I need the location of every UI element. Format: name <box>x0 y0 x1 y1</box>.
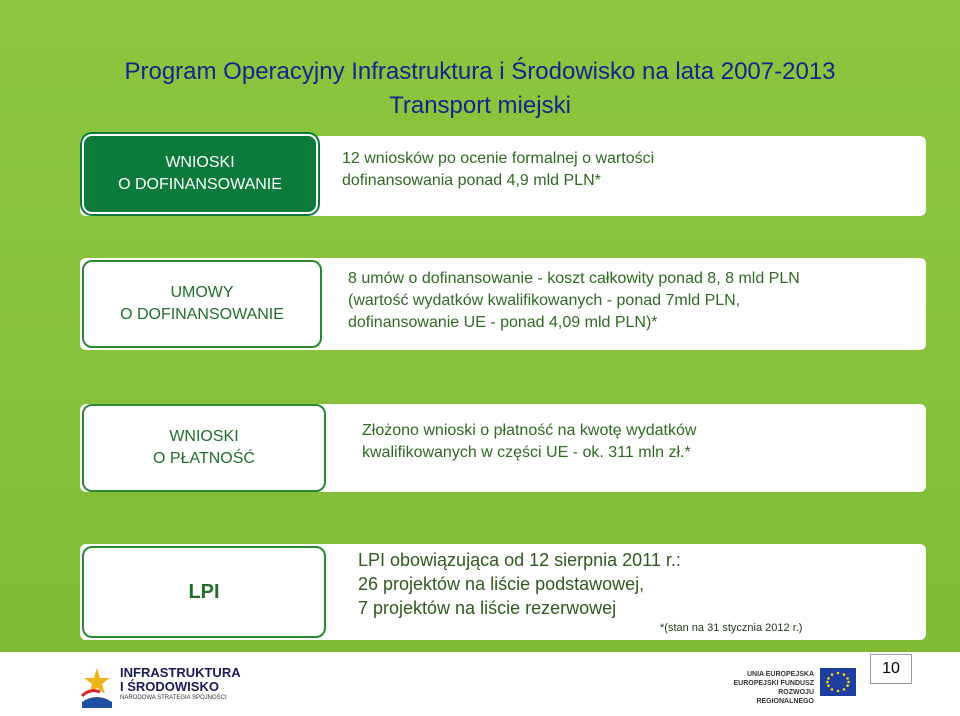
logo-text-line1: INFRASTRUKTURA <box>120 665 241 680</box>
eu-fund-text <box>730 670 814 706</box>
logo-text-line2: I ŚRODOWISKO <box>120 679 219 694</box>
row-text-lpi: LPI obowiązująca od 12 sierpnia 2011 r.: 26 projektów na liście podstawowej, 7 projektów na liście rezerwowej <box>358 550 681 618</box>
row-text-umowy: 8 umów o dofinansowanie - koszt całkowity ponad 8, 8 mld PLN (wartość wydatków kwalifikowanych - ponad 7mld PLN, dofinansowanie UE - ponad 4,09 mld PLN)* <box>348 270 800 331</box>
info-row-wnioski-dofinansowanie <box>80 136 926 216</box>
info-row-lpi <box>80 544 926 640</box>
row-text-platnosc: Złożono wnioski o płatność na kwotę wydatków kwalifikowanych w części UE - ok. 311 mln zł.* <box>362 422 697 461</box>
page-number: 10 <box>870 654 912 684</box>
label-umowy-o-dofinansowanie: UMOWY O DOFINANSOWANIE <box>82 260 322 348</box>
label-lpi: LPI <box>82 546 326 638</box>
infrastruktura-srodowisko-logo <box>80 660 260 712</box>
logo-text-line3: NARODOWA STRATEGIA SPÓJNOŚCI <box>120 695 227 701</box>
nss-star-logo-icon <box>80 662 114 708</box>
slide-subtitle: Transport miejski <box>389 92 571 119</box>
eu-text-line2: EUROPEJSKI FUNDUSZ <box>733 680 814 687</box>
info-row-umowy <box>80 258 926 350</box>
eu-text-line1: UNIA EUROPEJSKA <box>746 671 814 678</box>
slide-title: Program Operacyjny Infrastruktura i Środowisko na lata 2007-2013 <box>124 58 836 85</box>
eu-text-line3: ROZWOJU REGIONALNEGO <box>756 689 814 705</box>
eu-flag-icon <box>820 668 856 696</box>
footer <box>0 652 960 716</box>
label-wnioski-o-dofinansowanie: WNIOSKI O DOFINANSOWANIE <box>82 134 318 214</box>
info-row-wnioski-platnosc <box>80 404 926 492</box>
footnote-date: *(stan na 31 stycznia 2012 r.) <box>660 622 803 634</box>
row-text-wnioski-dofinansowanie: 12 wniosków po ocenie formalnej o wartości dofinansowania ponad 4,9 mld PLN* <box>342 150 655 189</box>
label-wnioski-o-platnosc: WNIOSKI O PŁATNOŚĆ <box>82 404 326 492</box>
